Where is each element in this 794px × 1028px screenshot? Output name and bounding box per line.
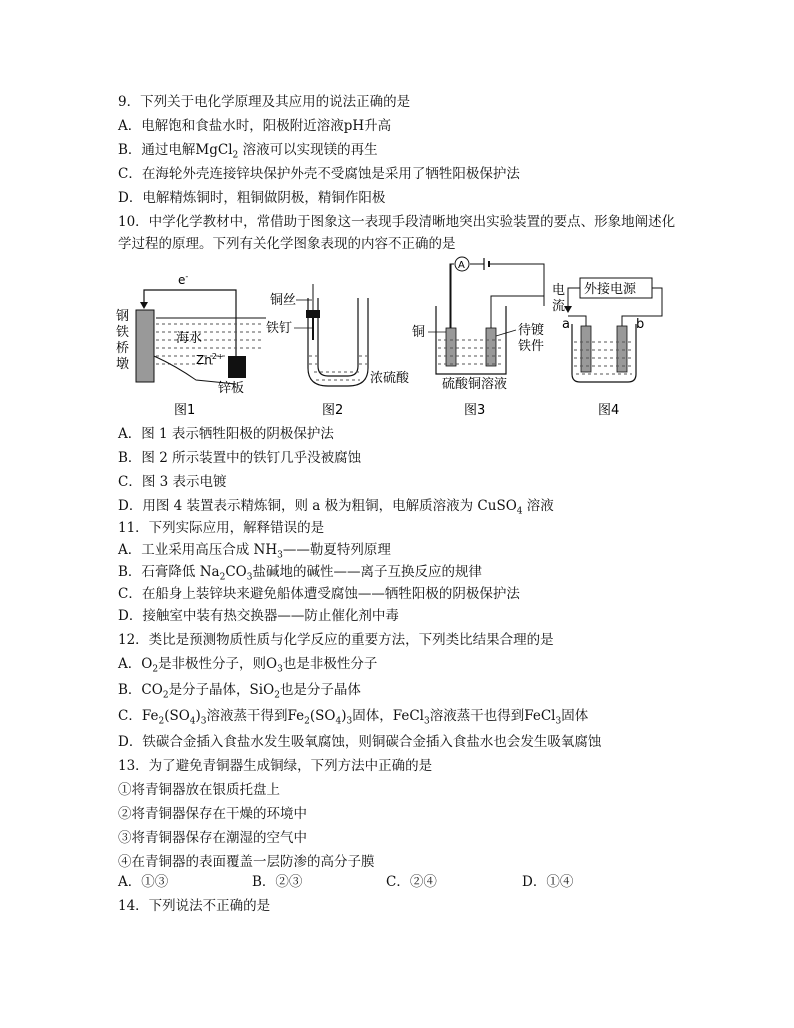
q10-option-b: B．图 2 所示装置中的铁钉几乎没被腐蚀 [118, 450, 362, 466]
fig1-caption: 图1 [174, 403, 196, 418]
figure-1 [116, 272, 266, 418]
fig1-electron-label: e- [178, 272, 189, 287]
q11-option-d: D．接触室中装有热交换器——防止催化剂中毒 [118, 608, 399, 624]
fig1-seawater-label: 海水 [176, 331, 203, 346]
q12-option-a: A．$O_2$是非极性分子，则$O_3$也是非极性分子 [118, 656, 378, 675]
q9-option-d: D．电解精炼铜时，粗铜做阴极，精铜作阳极 [118, 190, 386, 206]
fig4-electrode-b-label: b [636, 317, 645, 332]
q12-option-b: B．$CO_2$是分子晶体，SiO$_2$也是分子晶体 [118, 682, 361, 701]
q11-option-a: A．工业采用高压合成 $NH_3——$勒夏特列原理 [118, 542, 391, 561]
q11-option-c: C．在船身上装锌块来避免船体遭受腐蚀——牺牲阳极的阴极保护法 [118, 586, 520, 602]
fig3-plated-label-1: 待镀 [518, 323, 545, 338]
q13-stem: 13．为了避免青铜器生成铜绿，下列方法中正确的是 [118, 758, 433, 774]
fig2-caption: 图2 [322, 403, 344, 418]
q13-option-b: B．②③ [252, 874, 303, 890]
fig4-current-label-1: 电 [552, 283, 566, 298]
fig3-solution-label: 硫酸铜溶液 [442, 377, 508, 392]
q11-option-b: B．石膏降低 $Na_2CO_3$盐碱地的碱性——离子互换反应的规律 [118, 564, 482, 583]
q12-option-d: D．铁碳合金插入食盐水发生吸氧腐蚀，则铜碳合金插入食盐水也会发生吸氧腐蚀 [118, 734, 602, 750]
fig2-wire-label: 铜丝 [270, 293, 297, 308]
q9-option-c: C．在海轮外壳连接锌块保护外壳不受腐蚀是采用了牺牲阳极保护法 [118, 166, 520, 182]
fig4-caption: 图4 [598, 403, 620, 418]
q11-stem: 11．下列实际应用，解释错误的是 [118, 520, 325, 536]
fig1-pier-label-3: 桥 [116, 341, 130, 356]
q10-option-d: D．用图 4 装置表示精炼铜，则 a 极为粗铜，电解质溶液为 CuSO$_4$ 溶液 [118, 498, 554, 517]
fig2-nail-label: 铁钉 [266, 321, 293, 336]
fig1-pier-label-4: 墩 [116, 357, 130, 372]
fig2-acid-label: 浓硫酸 [370, 371, 410, 386]
fig4-electrode-a-label: a [562, 317, 570, 332]
fig1-zinc-plate-label: 锌板 [218, 381, 245, 396]
fig3-ammeter-label: A [458, 260, 465, 271]
figure-4 [552, 278, 662, 418]
q13-option-a: A．①③ [118, 874, 169, 890]
fig3-caption: 图3 [464, 403, 486, 418]
q10-stem-line2: 学过程的原理。下列有关化学图象表现的内容不正确的是 [118, 236, 456, 252]
fig4-power-label: 外接电源 [584, 282, 637, 297]
figure-3 [412, 257, 544, 418]
q12-stem: 12．类比是预测物质性质与化学反应的重要方法，下列类比结果合理的是 [118, 632, 554, 648]
q10-figures [116, 256, 696, 422]
q9-option-a: A．电解饱和食盐水时，阳极附近溶液pH升高 [118, 118, 392, 134]
fig1-pier-label-1: 钢 [116, 309, 130, 324]
q13-statement-4: ④在青铜器的表面覆盖一层防渗的高分子膜 [118, 854, 375, 870]
fig3-copper-label: 铜 [412, 325, 426, 340]
q9-stem: 9．下列关于电化学原理及其应用的说法正确的是 [118, 94, 411, 110]
q13-option-c: C．②④ [386, 874, 437, 890]
q13-statement-1: ①将青铜器放在银质托盘上 [118, 782, 280, 798]
fig1-pier-label-2: 铁 [116, 325, 130, 340]
fig1-zn-ion-label: $Zn^{2+}$ [196, 352, 224, 367]
q13-statement-3: ③将青铜器保存在潮湿的空气中 [118, 830, 307, 846]
q13-option-d: D．①④ [522, 874, 574, 890]
q10-option-c: C．图 3 表示电镀 [118, 474, 227, 490]
fig3-plated-label-2: 铁件 [518, 339, 545, 354]
figure-2 [266, 284, 410, 418]
q12-option-c: C．$Fe_2(SO_4)_3$溶液蒸干得到$Fe_2(SO_4)_3$固体，FeCl$_3$溶液蒸干也得到FeCl$_3$固体 [118, 708, 589, 727]
q14-stem: 14．下列说法不正确的是 [118, 898, 271, 914]
fig4-current-label-2: 流 [552, 299, 566, 314]
q10-option-a: A．图 1 表示牺牲阳极的阴极保护法 [118, 426, 334, 442]
q10-stem-line1: 10．中学化学教材中，常借助于图象这一表现手段清晰地突出实验装置的要点、形象地阐述化 [118, 214, 676, 230]
q9-option-b: B．通过电解MgCl$_2$ 溶液可以实现镁的再生 [118, 142, 378, 161]
q13-statement-2: ②将青铜器保存在干燥的环境中 [118, 806, 307, 822]
